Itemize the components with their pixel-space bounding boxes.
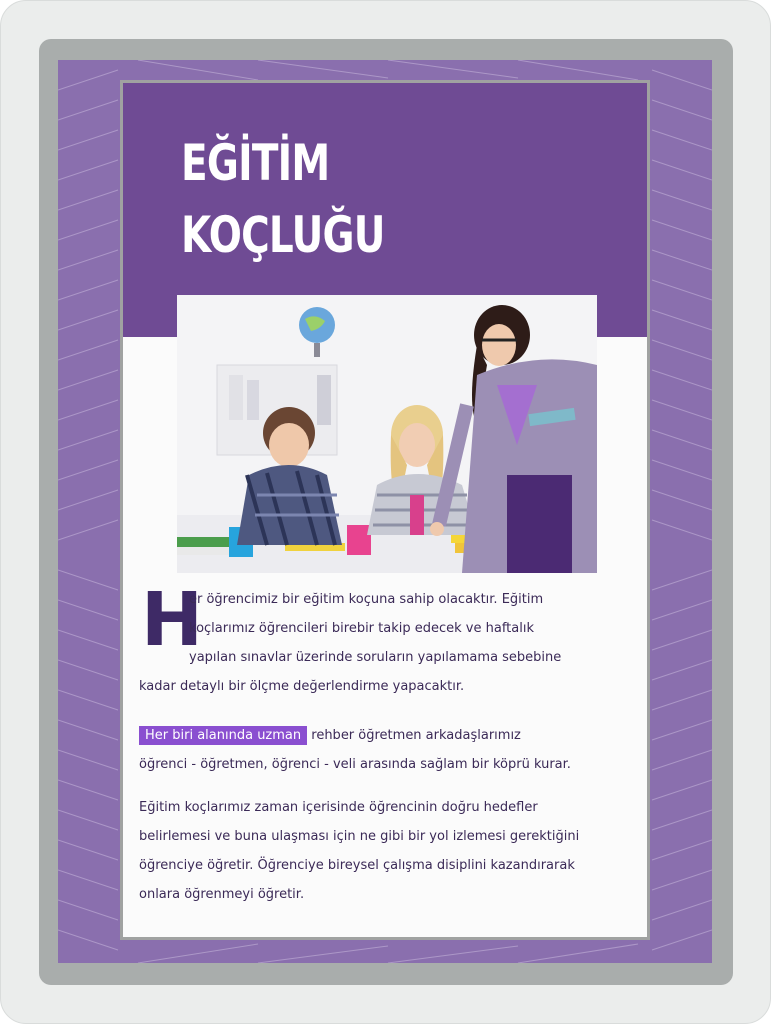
p3-line-1: Eğitim koçlarımız zaman içerisinde öğrencinin doğru hedefler: [139, 800, 538, 815]
intro-paragraph: [139, 577, 639, 701]
classroom-photo: [177, 295, 597, 573]
p1-line-3: yapılan sınavlar üzerinde soruların yapılamama sebebine: [189, 650, 562, 665]
p2-line-1: [139, 721, 639, 750]
title-line-1: EĞİTİM: [181, 134, 330, 192]
coaches-paragraph: [139, 793, 639, 909]
page-title: [181, 127, 385, 271]
p2-line-1-rest: rehber öğretmen arkadaşlarımız: [311, 728, 521, 743]
p1-line-1: er öğrencimiz bir eğitim koçuna sahip olacaktır. Eğitim: [189, 592, 544, 607]
title-line-2: KOÇLUĞU: [181, 206, 385, 264]
p3-line-2: belirlemesi ve buna ulaşması için ne gibi bir yol izlemesi gerektiğini: [139, 829, 580, 844]
experts-paragraph: [139, 721, 639, 779]
p3-line-4: onlara öğrenmeyi öğretir.: [139, 887, 305, 902]
p1-line-4: kadar detaylı bir ölçme değerlendirme yapacaktır.: [139, 679, 465, 694]
highlight-text: Her biri alanında uzman: [139, 726, 307, 745]
p1-line-2: koçlarımız öğrencileri birebir takip edecek ve haftalık: [189, 621, 534, 636]
dropcap: H: [141, 577, 203, 663]
content-card: [120, 80, 650, 940]
p2-line-2: öğrenci - öğretmen, öğrenci - veli arasında sağlam bir köprü kurar.: [139, 757, 571, 772]
p3-line-3: öğrenciye öğretir. Öğrenciye bireysel çalışma disiplini kazandırarak: [139, 858, 575, 873]
